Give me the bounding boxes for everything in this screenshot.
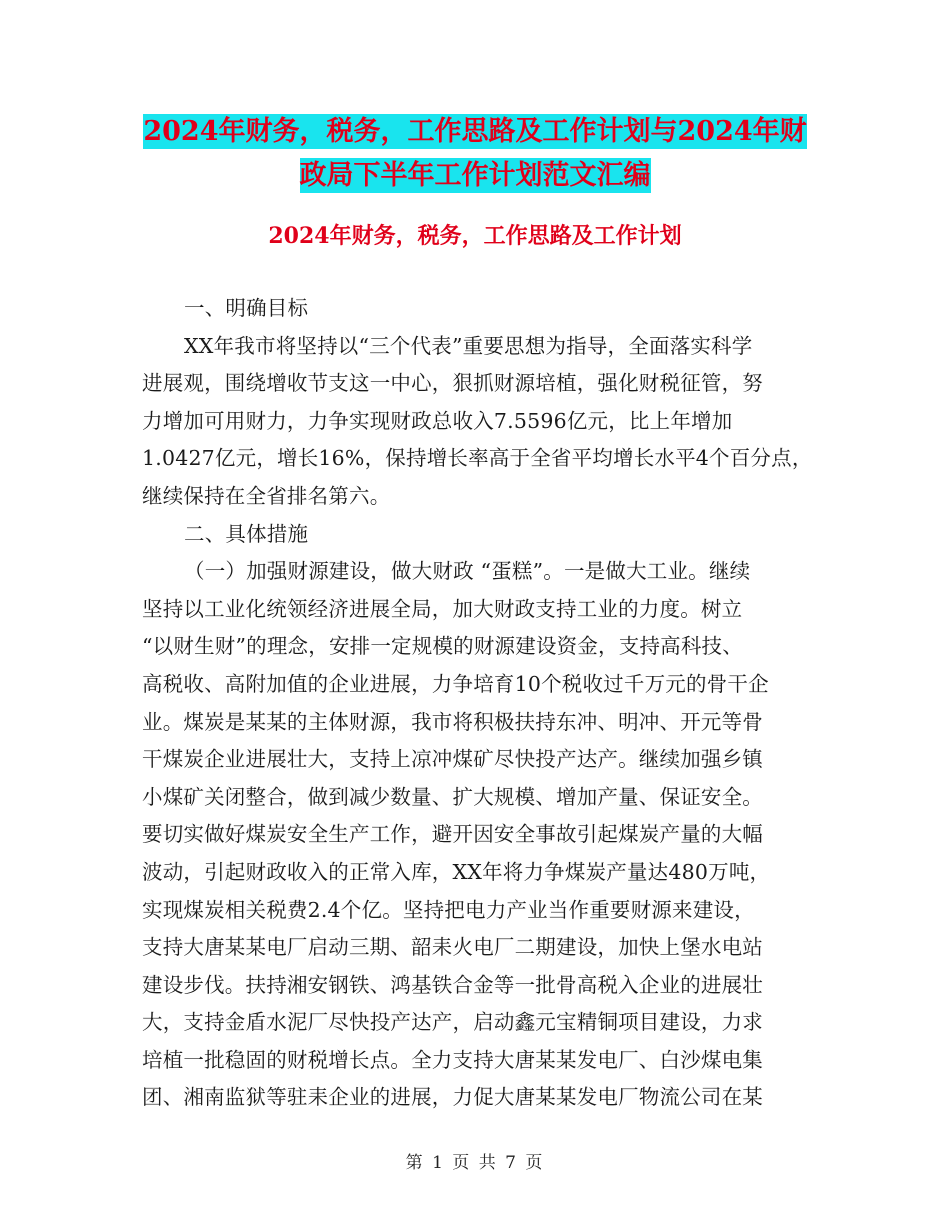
document-title (0, 110, 950, 198)
paragraph-line: “以财生财”的理念，安排一定规模的财源建设资金，支持高科技、 (142, 634, 743, 659)
paragraph-line: 继续保持在全省排名第六。 (142, 483, 391, 508)
paragraph-line: 建设步伐。扶持湘安钢铁、鸿基铁合金等一批骨高税入企业的进展壮 (142, 972, 763, 997)
paragraph-line: 培植一批稳固的财税增长点。全力支持大唐某某发电厂、白沙煤电集 (142, 1047, 763, 1072)
body-text (142, 290, 822, 1117)
paragraph-line: 团、湘南监狱等驻耒企业的进展，力促大唐某某发电厂物流公司在某 (142, 1085, 763, 1110)
title-line-1 (0, 110, 950, 154)
paragraph-line: 力增加可用财力，力争实现财政总收入7.5596亿元，比上年增加 (142, 408, 733, 433)
paragraph-line: （一）加强财源建设，做大财政 “蛋糕”。一是做大工业。继续 (184, 559, 751, 584)
title-line-2-text: 政局下半年工作计划范文汇编 (299, 160, 651, 191)
paragraph-line: 坚持以工业化统领经济进展全局，加大财政支持工业的力度。树立 (142, 596, 743, 621)
paragraph-line: 实现煤炭相关税费2.4个亿。坚持把电力产业当作重要财源来建设， (142, 897, 755, 922)
title-line-2 (0, 154, 950, 198)
paragraph-line: 进展观，围绕增收节支这一中心，狠抓财源培植，强化财税征管，努 (142, 371, 763, 396)
heading-goals: 一、明确目标 (184, 296, 309, 320)
section-title: 2024年财务，税务，工作思路及工作计划 (268, 223, 682, 249)
paragraph-line: 支持大唐某某电厂启动三期、韶耒火电厂二期建设，加快上堡水电站 (142, 935, 763, 960)
heading-measures: 二、具体措施 (184, 521, 309, 546)
paragraph-line: 要切实做好煤炭安全生产工作，避开因安全事故引起煤炭产量的大幅 (142, 822, 763, 847)
paragraph-line: 小煤矿关闭整合，做到减少数量、扩大规模、增加产量、保证安全。 (142, 784, 763, 809)
paragraph-line: 业。煤炭是某某的主体财源，我市将积极扶持东冲、明冲、开元等骨 (142, 709, 763, 734)
paragraph-line: XX年我市将坚持以“三个代表”重要思想为指导，全面落实科学 (184, 333, 753, 358)
title-line-1-text: 2024年财务，税务，工作思路及工作计划与2024年财 (143, 116, 807, 147)
paragraph-line: 1.0427亿元，增长16%，保持增长率高于全省平均增长水平4个百分点， (142, 446, 813, 471)
page-footer: 第 1 页 共 7 页 (405, 1153, 545, 1173)
paragraph-line: 高税收、高附加值的企业进展，力争培育10个税收过千万元的骨干企 (142, 671, 769, 696)
paragraph-line: 干煤炭企业进展壮大，支持上凉冲煤矿尽快投产达产。继续加强乡镇 (142, 747, 763, 772)
paragraph-line: 大，支持金盾水泥厂尽快投产达产，启动鑫元宝精铜项目建设，力求 (142, 1010, 763, 1035)
paragraph-line: 波动，引起财政收入的正常入库，XX年将力争煤炭产量达480万吨， (142, 859, 771, 884)
